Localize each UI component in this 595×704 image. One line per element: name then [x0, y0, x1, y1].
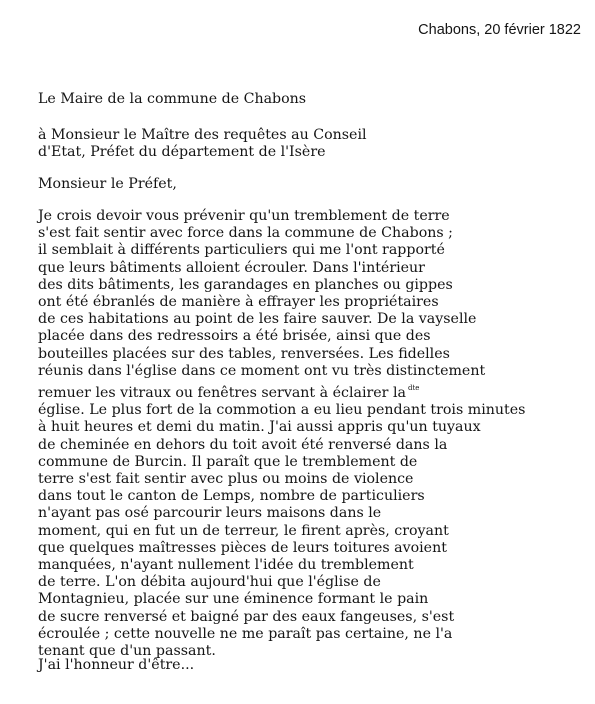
salutation-text: Monsieur le Préfet, — [38, 176, 177, 192]
closing-text: J'ai l'honneur d'être... — [38, 657, 195, 673]
body-line: terre s'est fait sentir avec plus ou moins de violence — [38, 471, 414, 488]
body-line-with-superscript — [38, 380, 525, 402]
sender-text: Le Maire de la commune de Chabons — [38, 91, 307, 107]
body-line: placée dans des redressoirs a été brisée, ainsi que des — [38, 328, 431, 345]
body-line: des dits bâtiments, les garandages en planches ou gippes — [38, 276, 453, 293]
body-line: moment, qui en fut un de terreur, le firent après, croyant — [38, 522, 449, 539]
addressee-block — [38, 127, 367, 161]
body-line: de sucre renversé et baigné par des eaux fangeuses, s'est — [38, 608, 455, 625]
body-line: n'ayant pas osé parcourir leurs maisons dans le — [38, 505, 382, 522]
body-line: que leurs bâtiments alloient écrouler. Dans l'intérieur — [38, 259, 425, 276]
body-line: à huit heures et demi du matin. J'ai aussi appris qu'un tuyaux — [38, 419, 481, 436]
body-line: tenant que d'un passant. — [38, 643, 216, 660]
body-line: bouteilles placées sur des tables, renversées. Les fidelles — [38, 345, 450, 362]
body-line: réunis dans l'église dans ce moment ont vu très distinctement — [38, 362, 486, 379]
salutation-line — [38, 176, 177, 193]
body-line: il semblait à différents particuliers qui me l'ont rapporté — [38, 242, 445, 259]
body-line: dans tout le canton de Lemps, nombre de particuliers — [38, 488, 425, 505]
body-line: manquées, n'ayant nullement l'idée du tremblement — [38, 557, 414, 574]
body-line: de cheminée en dehors du toit avoit été renversé dans la — [38, 436, 448, 453]
addressee-line-2: d'Etat, Préfet du département de l'Isère — [38, 144, 326, 161]
body-line: s'est fait sentir avec force dans la commune de Chabons ; — [38, 225, 453, 242]
body-line: Je crois devoir vous prévenir qu'un tremblement de terre — [38, 208, 450, 224]
body-line: ont été ébranlés de manière à effrayer les propriétaires — [38, 294, 439, 311]
superscript-abbrev: dte — [407, 384, 420, 393]
addressee-line-1: à Monsieur le Maître des requêtes au Conseil — [38, 127, 367, 143]
letter-body — [38, 208, 525, 660]
closing-line — [38, 657, 194, 674]
body-line: écroulée ; cette nouvelle ne me paraît pas certaine, ne l'a — [38, 625, 453, 642]
body-line: église. Le plus fort de la commotion a eu lieu pendant trois minutes — [38, 402, 526, 419]
sender-line — [38, 91, 306, 108]
body-line: Montagnieu, placée sur une éminence formant le pain — [38, 591, 429, 608]
body-line-text: remuer les vitraux ou fenêtres servant à éclairer la — [38, 385, 406, 402]
body-line: de terre. L'on débita aujourd'hui que l'église de — [38, 574, 381, 591]
letter-date: Chabons, 20 février 1822 — [418, 22, 581, 38]
body-line: commune de Burcin. Il paraît que le tremblement de — [38, 453, 418, 470]
body-line: de ces habitations au point de les faire sauver. De la vayselle — [38, 311, 477, 328]
body-line: que quelques maîtresses pièces de leurs toitures avoient — [38, 539, 447, 556]
